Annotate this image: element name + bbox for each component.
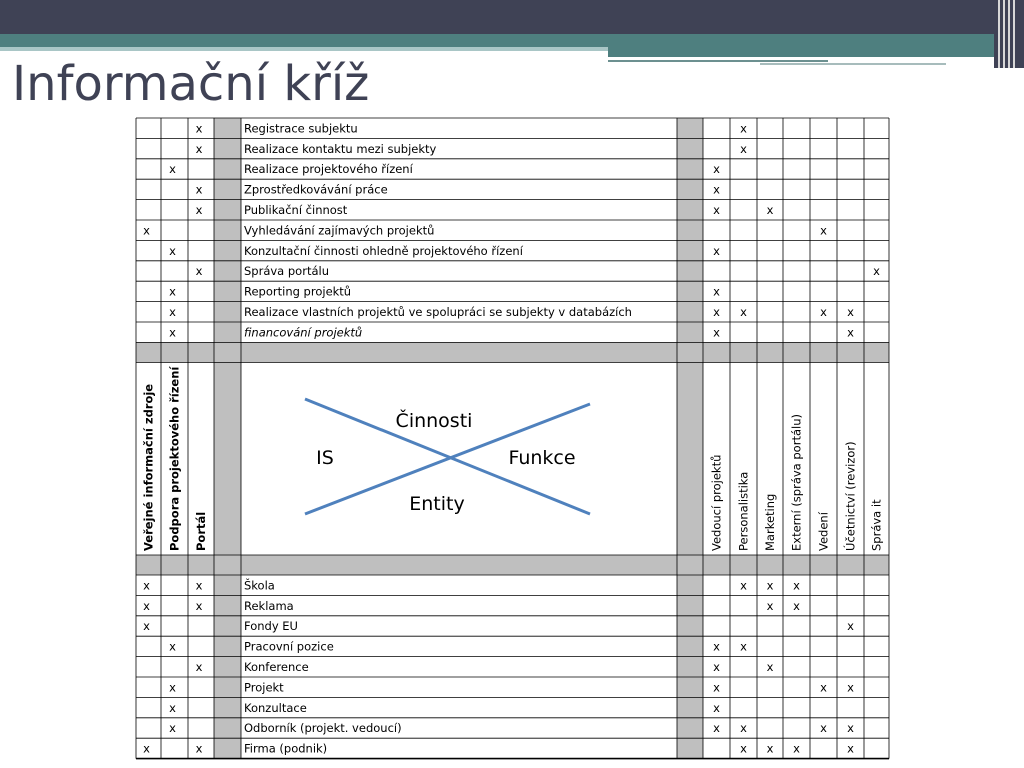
row-label: Publikační činnost [244,203,348,217]
gray-band [136,555,889,575]
row-label: Projekt [244,680,284,695]
cross-label-bottom: Entity [409,493,465,515]
x-mark: x [143,223,150,238]
gray-column [677,118,703,759]
x-mark: x [713,284,720,299]
x-mark: x [847,741,854,756]
x-mark: x [143,598,150,613]
cross-label-right: Funkce [508,447,576,469]
row-label: Pracovní pozice [244,639,334,654]
x-mark: x [169,305,176,319]
row-label: Zprostředkovávání práce [244,182,388,197]
row-label: Fondy EU [244,619,298,634]
x-mark: x [713,162,720,177]
x-mark: x [847,619,854,634]
function-column-header: Vedení [816,512,831,551]
x-mark: x [713,305,720,319]
x-mark: x [820,721,827,736]
is-column-header: Podpora projektového řízení [167,366,182,551]
function-column-header: Vedoucí projektů [709,454,724,551]
x-mark: x [713,680,720,695]
x-mark: x [713,203,720,217]
cross-label-top: Činnosti [395,410,473,432]
x-mark: x [169,243,176,258]
x-mark: x [195,741,203,756]
x-mark: x [713,639,720,654]
x-mark: x [873,264,880,279]
x-mark: x [169,284,176,299]
x-mark: x [169,162,176,177]
x-mark: x [713,182,720,197]
x-mark: x [195,598,203,613]
x-mark: x [713,660,720,674]
function-column-header: Marketing [763,493,777,551]
x-mark: x [713,243,720,258]
gray-band [136,342,889,362]
x-mark: x [847,721,854,736]
x-mark: x [195,264,203,279]
is-column-header: Veřejné informační zdroje [141,383,156,551]
x-mark: x [793,741,800,756]
row-label: Správa portálu [244,264,329,279]
row-label: Registrace subjektu [244,121,358,136]
x-mark: x [820,680,827,695]
x-mark: x [740,141,747,156]
x-mark: x [169,325,176,340]
x-mark: x [169,680,176,695]
x-mark: x [195,182,203,197]
x-mark: x [195,578,203,593]
row-label: Škola [244,578,275,593]
x-mark: x [740,721,747,736]
x-mark: x [820,305,827,319]
row-label: Konference [244,660,309,674]
function-column-header: Správa it [869,499,884,551]
x-mark: x [195,660,203,674]
cross-label-left: IS [316,447,334,469]
x-mark: x [740,305,747,319]
x-mark: x [195,203,203,217]
x-mark: x [169,721,176,736]
x-mark: x [847,680,854,695]
x-mark: x [847,325,854,340]
row-label: Firma (podnik) [244,741,328,756]
x-mark: x [766,203,774,217]
row-label: Realizace kontaktu mezi subjekty [244,141,437,156]
row-label: Reporting projektů [244,284,352,299]
x-mark: x [195,121,203,136]
x-mark: x [766,660,774,674]
x-mark: x [740,741,747,756]
row-label: Realizace projektového řízení [244,162,413,177]
row-label: Konzultační činnosti ohledně projektového řízení [244,243,523,258]
row-label: Odborník (projekt. vedoucí) [244,721,402,736]
row-label: Vyhledávání zajímavých projektů [244,223,435,238]
x-mark: x [793,598,800,613]
x-mark: x [195,141,203,156]
x-mark: x [713,721,720,736]
function-column-header: Personalistika [736,471,751,551]
row-label: Realizace vlastních projektů ve spolupráci se subjekty v databázích [244,305,632,319]
x-mark: x [766,741,774,756]
x-mark: x [766,578,774,593]
x-mark: x [740,639,747,654]
x-mark: x [143,578,150,593]
row-label: Konzultace [244,700,307,715]
gray-column [214,118,241,759]
row-label: financování projektů [244,325,363,340]
x-mark: x [169,700,176,715]
is-column-header: Portál [194,511,208,551]
x-mark: x [820,223,827,238]
x-mark: x [143,619,150,634]
function-column-header: Účetnictví (revizor) [843,441,858,551]
x-mark: x [847,305,854,319]
x-mark: x [766,598,774,613]
x-mark: x [793,578,800,593]
x-mark: x [143,741,150,756]
page-title: Informační kříž [12,56,370,112]
x-mark: x [740,121,747,136]
x-mark: x [713,700,720,715]
function-column-header: Externí (správa portálu) [789,414,804,551]
x-mark: x [169,639,176,654]
x-mark: x [713,325,720,340]
x-mark: x [740,578,747,593]
row-label: Reklama [244,598,294,613]
